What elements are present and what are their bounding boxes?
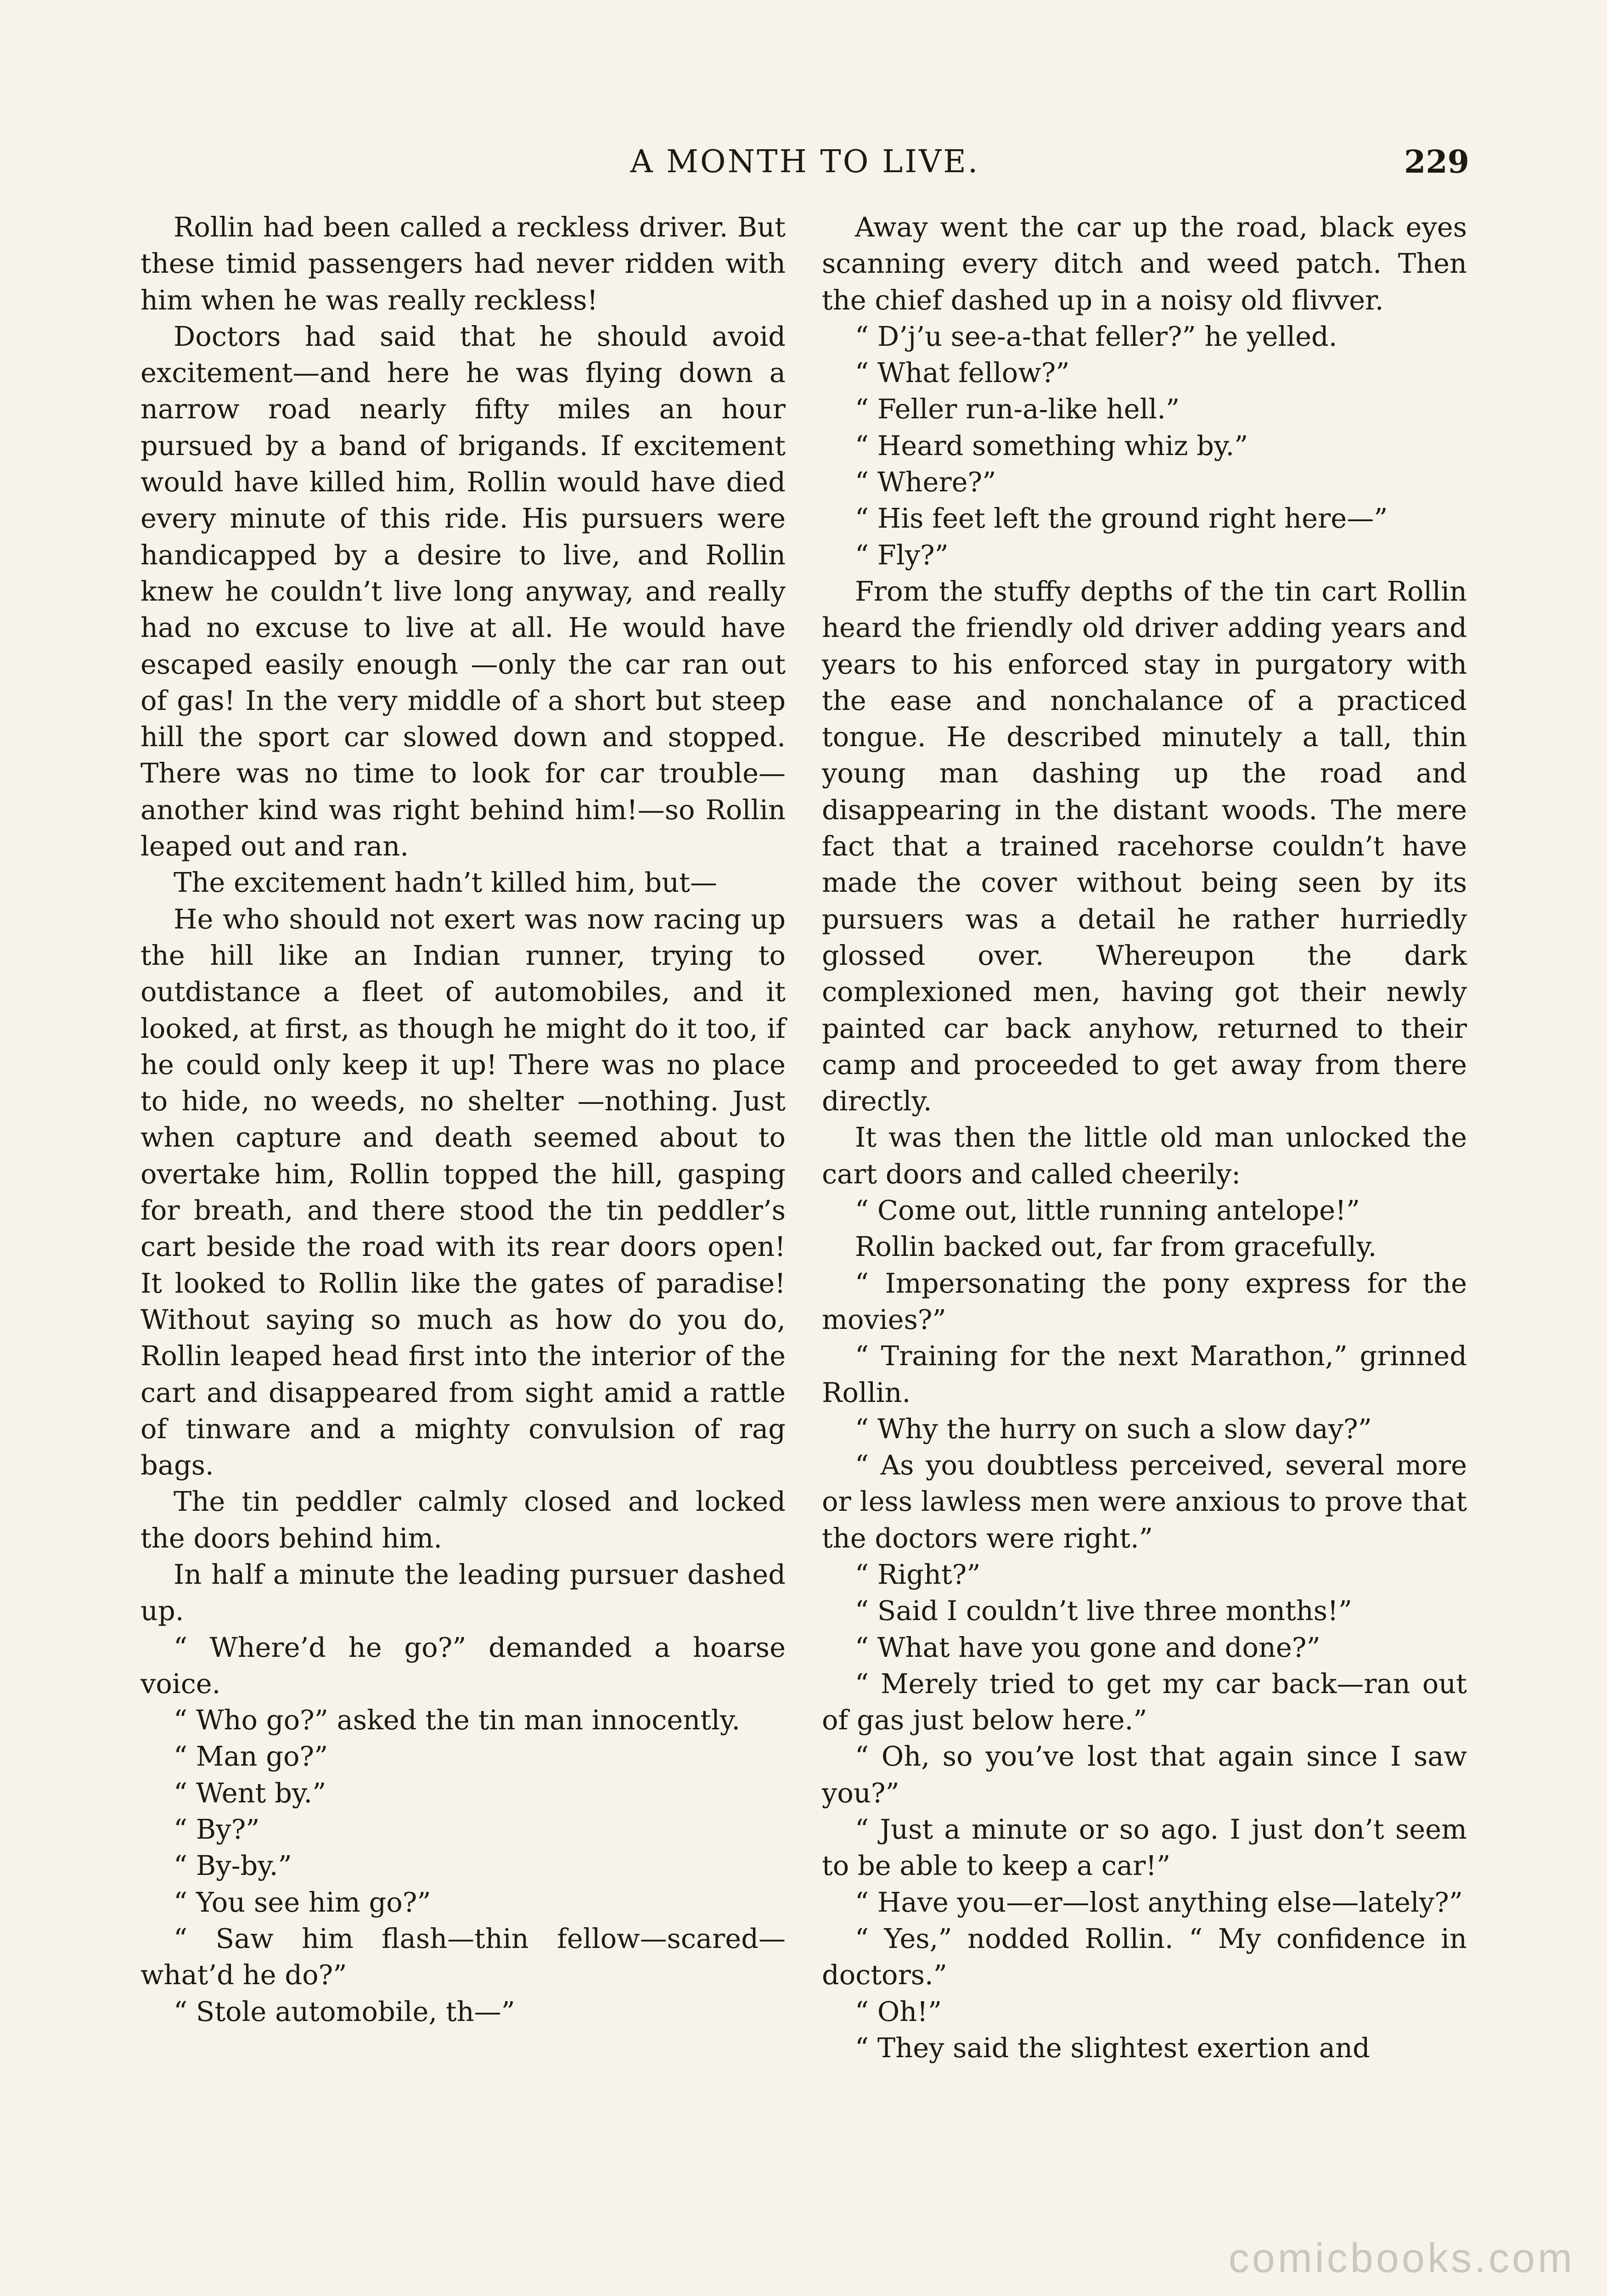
dialogue-line: “ What fellow?” bbox=[855, 357, 1070, 389]
dialogue-line: “ Merely tried to get my car back—ran out of gas just below here.” bbox=[822, 1667, 1467, 1736]
dialogue-line: “ By?” bbox=[174, 1813, 260, 1846]
dialogue-line: “ Went by.” bbox=[174, 1777, 326, 1809]
dialogue-line: “ Who go?” asked the tin man innocently. bbox=[174, 1704, 741, 1736]
dialogue-line: “ What have you gone and done?” bbox=[855, 1631, 1320, 1663]
dialogue-line: “ By-by.” bbox=[174, 1850, 292, 1882]
dialogue-line: “ Come out, little running antelope!” bbox=[855, 1194, 1360, 1227]
dialogue-line: “ Oh!” bbox=[855, 1995, 942, 2027]
dialogue-line: “ Man go?” bbox=[174, 1740, 328, 1773]
page-header bbox=[140, 137, 1469, 192]
paragraph: The tin peddler calmly closed and locked the doors behind him. bbox=[140, 1486, 786, 1554]
paragraph: In half a minute the leading pursuer dashed up. bbox=[140, 1558, 786, 1627]
paragraph: It was then the little old man unlocked the cart doors and called cheerily: bbox=[822, 1121, 1467, 1190]
dialogue-line: “ Stole automobile, th—” bbox=[174, 1995, 515, 2027]
dialogue-line: “ Saw him flash—thin fellow—scared—what’d he do?” bbox=[140, 1922, 786, 1991]
right-column bbox=[822, 209, 1467, 2066]
dialogue-line: “ Impersonating the pony express for the movies?” bbox=[822, 1267, 1467, 1335]
dialogue-line: “ Why the hurry on such a slow day?” bbox=[855, 1412, 1372, 1445]
dialogue-line: “ Right?” bbox=[855, 1558, 981, 1590]
dialogue-line: “ As you doubtless perceived, several more or less lawless men were anxious to prove that the doctors were right.” bbox=[822, 1449, 1467, 1554]
dialogue-line: “ Where?” bbox=[855, 466, 996, 498]
paragraph: The excitement hadn’t killed him, but— bbox=[174, 867, 717, 899]
dialogue-line: “ His feet left the ground right here—” bbox=[855, 502, 1388, 535]
paragraph: Away went the car up the road, black eyes scanning every ditch and weed patch. Then the chief dashed up in a noisy old flivver. bbox=[822, 211, 1467, 316]
dialogue-line: “ Training for the next Marathon,” grinned Rollin. bbox=[822, 1340, 1467, 1408]
paragraph: From the stuffy depths of the tin cart Rollin heard the friendly old driver adding years and years to his enforced stay in purgatory with the ease and nonchalance of a practiced tongue. He described minutely a tall, thin young man dashing up the road and disappearing in the distant woods. The mere fact that a trained racehorse couldn’t have made the cover without being seen by its pursuers was a detail he rather hurriedly glossed over. Whereupon the dark complexioned men, having got their newly painted car back anyhow, returned to their camp and proceeded to get away from there directly. bbox=[822, 575, 1467, 1117]
page-number: 229 bbox=[1404, 144, 1469, 180]
dialogue-line: “ Feller run-a-like hell.” bbox=[855, 393, 1180, 425]
running-title: A MONTH TO LIVE. bbox=[630, 144, 980, 180]
dialogue-line: “ Said I couldn’t live three months!” bbox=[855, 1595, 1352, 1627]
dialogue-line: “ Where’d he go?” demanded a hoarse voice. bbox=[140, 1631, 786, 1699]
dialogue-line: “ Oh, so you’ve lost that again since I saw you?” bbox=[822, 1740, 1467, 1809]
site-watermark: comicbooks.com bbox=[1228, 2235, 1575, 2281]
dialogue-line: “ You see him go?” bbox=[174, 1886, 431, 1918]
dialogue-line: “ Heard something whiz by.” bbox=[855, 429, 1248, 461]
dialogue-line: “ Have you—er—lost anything else—lately?” bbox=[855, 1886, 1463, 1918]
paragraph: Doctors had said that he should avoid excitement—and here he was flying down a narrow road nearly fifty miles an hour pursued by a band of brigands. If excitement would have killed him, Rollin would have died every minute of this ride. His pursuers were handicapped by a desire to live, and Rollin knew he couldn’t live long anyway, and really had no excuse to live at all. He would have escaped easily enough —only the car ran out of gas! In the very middle of a short but steep hill the sport car slowed down and stopped. There was no time to look for car trouble—another kind was right behind him!—so Rollin leaped out and ran. bbox=[140, 320, 786, 862]
dialogue-line: “ Fly?” bbox=[855, 539, 949, 571]
paragraph: Rollin backed out, far from gracefully. bbox=[855, 1231, 1377, 1263]
dialogue-line: “ D’j’u see-a-that feller?” he yelled. bbox=[855, 320, 1337, 352]
dialogue-line: “ They said the slightest exertion and bbox=[855, 2032, 1370, 2064]
left-column bbox=[140, 209, 786, 2030]
paragraph: Rollin had been called a reckless driver. But these timid passengers had never ridden with him when he was really reckless! bbox=[140, 211, 786, 316]
paragraph: He who should not exert was now racing up the hill like an Indian runner, trying to outdistance a fleet of automobiles, and it looked, at first, as though he might do it too, if he could only keep it up! There was no place to hide, no weeds, no shelter —nothing. Just when capture and death seemed about to overtake him, Rollin topped the hill, gasping for breath, and there stood the tin peddler’s cart beside the road with its rear doors open! It looked to Rollin like the gates of paradise! Without saying so much as how do you do, Rollin leaped head first into the interior of the cart and disappeared from sight amid a rattle of tinware and a mighty convulsion of rag bags. bbox=[140, 903, 786, 1481]
dialogue-line: “ Yes,” nodded Rollin. “ My confidence in doctors.” bbox=[822, 1922, 1467, 1991]
dialogue-line: “ Just a minute or so ago. I just don’t seem to be able to keep a car!” bbox=[822, 1813, 1467, 1882]
